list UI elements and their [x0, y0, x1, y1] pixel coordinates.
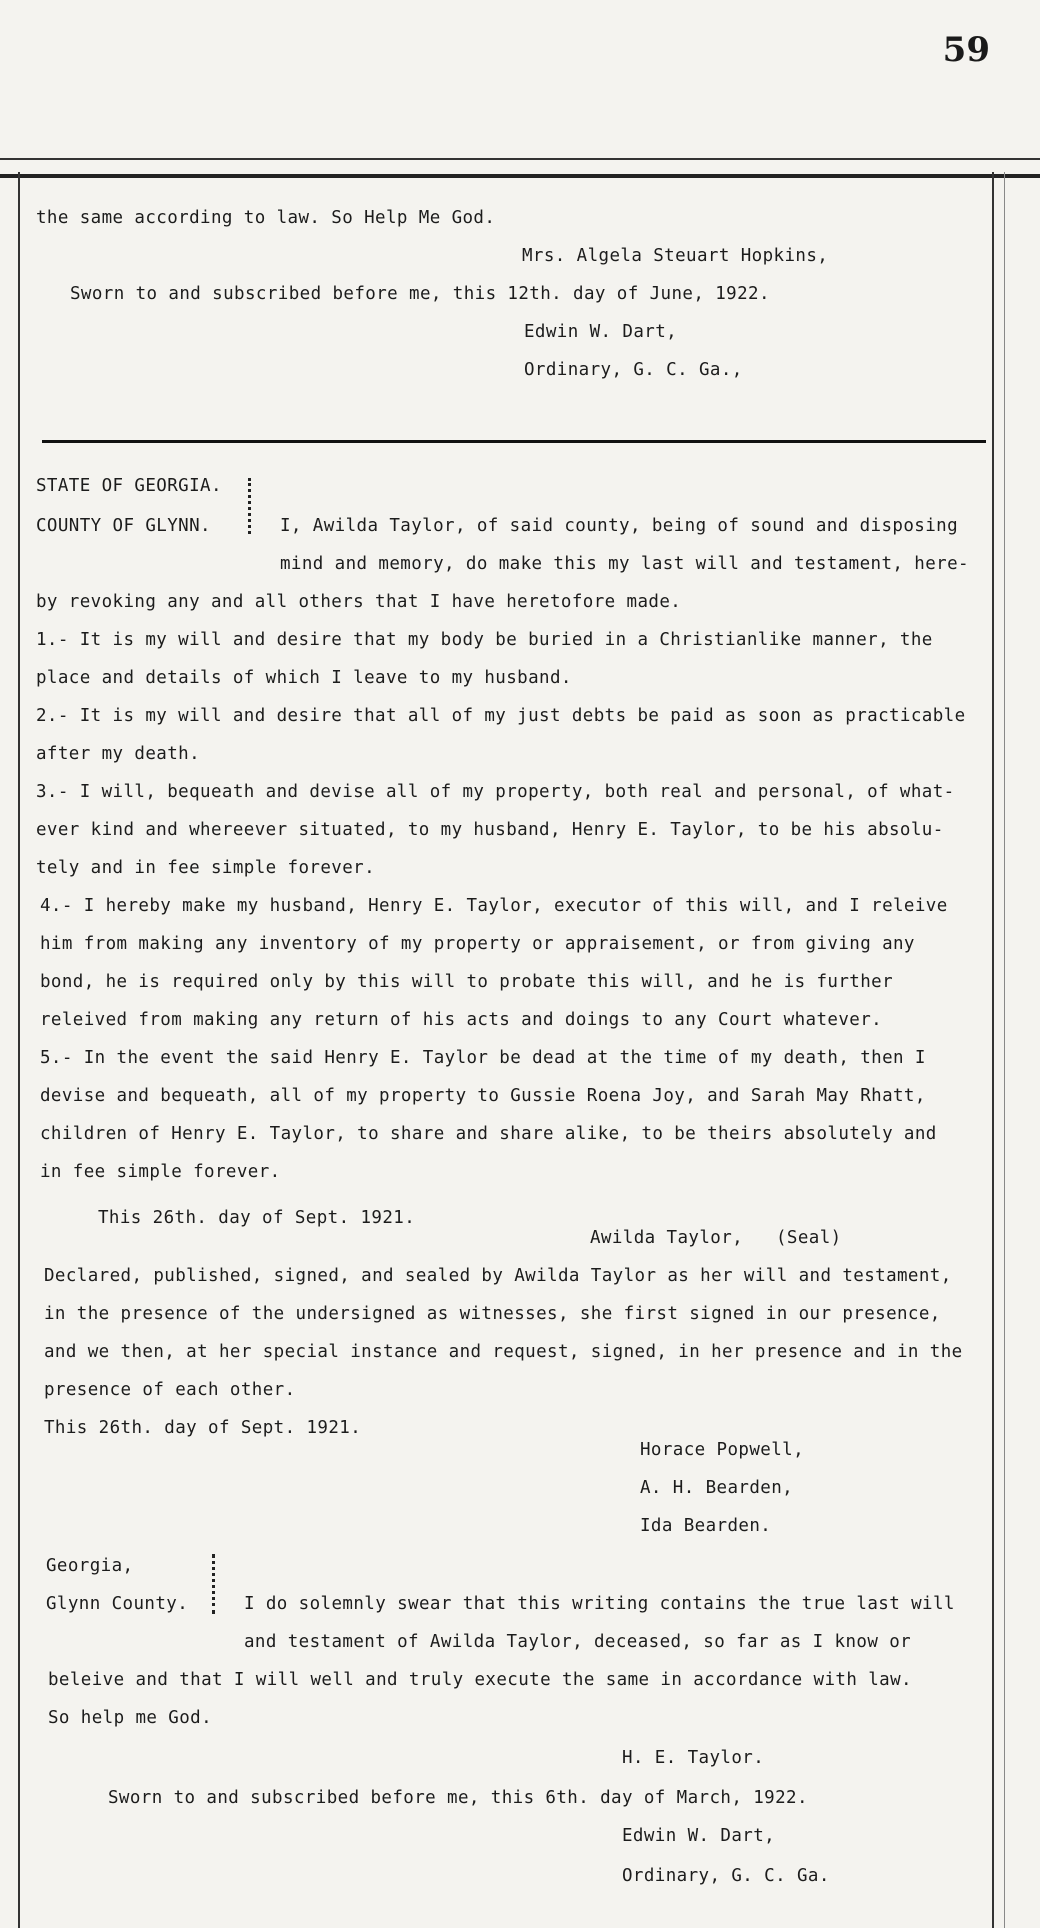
will-intro: I, Awilda Taylor, of said county, being of sound and disposing: [280, 516, 959, 536]
will-paragraph-4: 4.- I hereby make my husband, Henry E. Taylor, executor of this will, and I releive: [40, 896, 948, 916]
oath1-text: the same according to law. So Help Me God.: [36, 208, 496, 228]
declaration-text: presence of each other.: [44, 1380, 296, 1400]
will-state: STATE OF GEORGIA.: [36, 476, 222, 496]
witness-signature: Ida Bearden.: [640, 1516, 772, 1536]
will-paragraph-4: releived from making any return of his acts and doings to any Court whatever.: [40, 1010, 883, 1030]
outer-margin-rule: [1004, 172, 1005, 1928]
declaration-text: Declared, published, signed, and sealed by Awilda Taylor as her will and testament,: [44, 1266, 952, 1286]
oath1-sworn: Sworn to and subscribed before me, this 12th. day of June, 1922.: [70, 284, 770, 304]
will-intro: by revoking any and all others that I have heretofore made.: [36, 592, 682, 612]
will-intro: mind and memory, do make this my last will and testament, here-: [280, 554, 969, 574]
header-rule: [0, 158, 1040, 178]
section-divider: [42, 440, 986, 443]
declaration-text: and we then, at her special instance and request, signed, in her presence and in the: [44, 1342, 963, 1362]
will-paragraph-2: 2.- It is my will and desire that all of my just debts be paid as soon as practicable: [36, 706, 966, 726]
will-paragraph-5: children of Henry E. Taylor, to share and share alike, to be theirs absolutely and: [40, 1124, 937, 1144]
oath2-official-name: Edwin W. Dart,: [622, 1826, 776, 1846]
left-margin-rule: [18, 172, 20, 1928]
will-paragraph-5: 5.- In the event the said Henry E. Taylor be dead at the time of my death, then I: [40, 1048, 926, 1068]
oath2-bracket: [212, 1554, 215, 1614]
witness-signature: Horace Popwell,: [640, 1440, 805, 1460]
will-paragraph-4: him from making any inventory of my property or appraisement, or from giving any: [40, 934, 915, 954]
will-paragraph-3: ever kind and whereever situated, to my husband, Henry E. Taylor, to be his absolu-: [36, 820, 944, 840]
declaration-text: in the presence of the undersigned as witnesses, she first signed in our presence,: [44, 1304, 941, 1324]
will-paragraph-1: place and details of which I leave to my husband.: [36, 668, 572, 688]
will-paragraph-1: 1.- It is my will and desire that my body be buried in a Christianlike manner, the: [36, 630, 933, 650]
right-margin-rule: [992, 172, 994, 1928]
will-paragraph-4: bond, he is required only by this will to probate this will, and he is further: [40, 972, 893, 992]
will-paragraph-2: after my death.: [36, 744, 201, 764]
seal-label: (Seal): [776, 1228, 842, 1248]
witness-signature: A. H. Bearden,: [640, 1478, 794, 1498]
oath2-county: Glynn County.: [46, 1594, 189, 1614]
will-paragraph-5: in fee simple forever.: [40, 1162, 281, 1182]
oath2-official-title: Ordinary, G. C. Ga.: [622, 1866, 830, 1886]
oath2-text: and testament of Awilda Taylor, deceased, so far as I know or: [244, 1632, 912, 1652]
oath1-official-name: Edwin W. Dart,: [524, 322, 678, 342]
oath2-text: beleive and that I will well and truly execute the same in accordance with law.: [48, 1670, 912, 1690]
oath2-state: Georgia,: [46, 1556, 134, 1576]
oath2-text: So help me God.: [48, 1708, 213, 1728]
will-county: COUNTY OF GLYNN.: [36, 516, 211, 536]
testator-signature: Awilda Taylor,: [590, 1228, 744, 1248]
oath1-signer: Mrs. Algela Steuart Hopkins,: [522, 246, 829, 266]
oath2-signer: H. E. Taylor.: [622, 1748, 765, 1768]
oath2-sworn: Sworn to and subscribed before me, this 6th. day of March, 1922.: [108, 1788, 808, 1808]
will-bracket: [248, 478, 251, 534]
will-date: This 26th. day of Sept. 1921.: [98, 1208, 416, 1228]
oath2-text: I do solemnly swear that this writing contains the true last will: [244, 1594, 955, 1614]
page-number: 59: [942, 30, 990, 70]
oath1-official-title: Ordinary, G. C. Ga.,: [524, 360, 743, 380]
will-paragraph-5: devise and bequeath, all of my property to Gussie Roena Joy, and Sarah May Rhatt,: [40, 1086, 926, 1106]
will-paragraph-3: tely and in fee simple forever.: [36, 858, 376, 878]
declaration-date: This 26th. day of Sept. 1921.: [44, 1418, 362, 1438]
will-paragraph-3: 3.- I will, bequeath and devise all of my property, both real and personal, of what-: [36, 782, 955, 802]
